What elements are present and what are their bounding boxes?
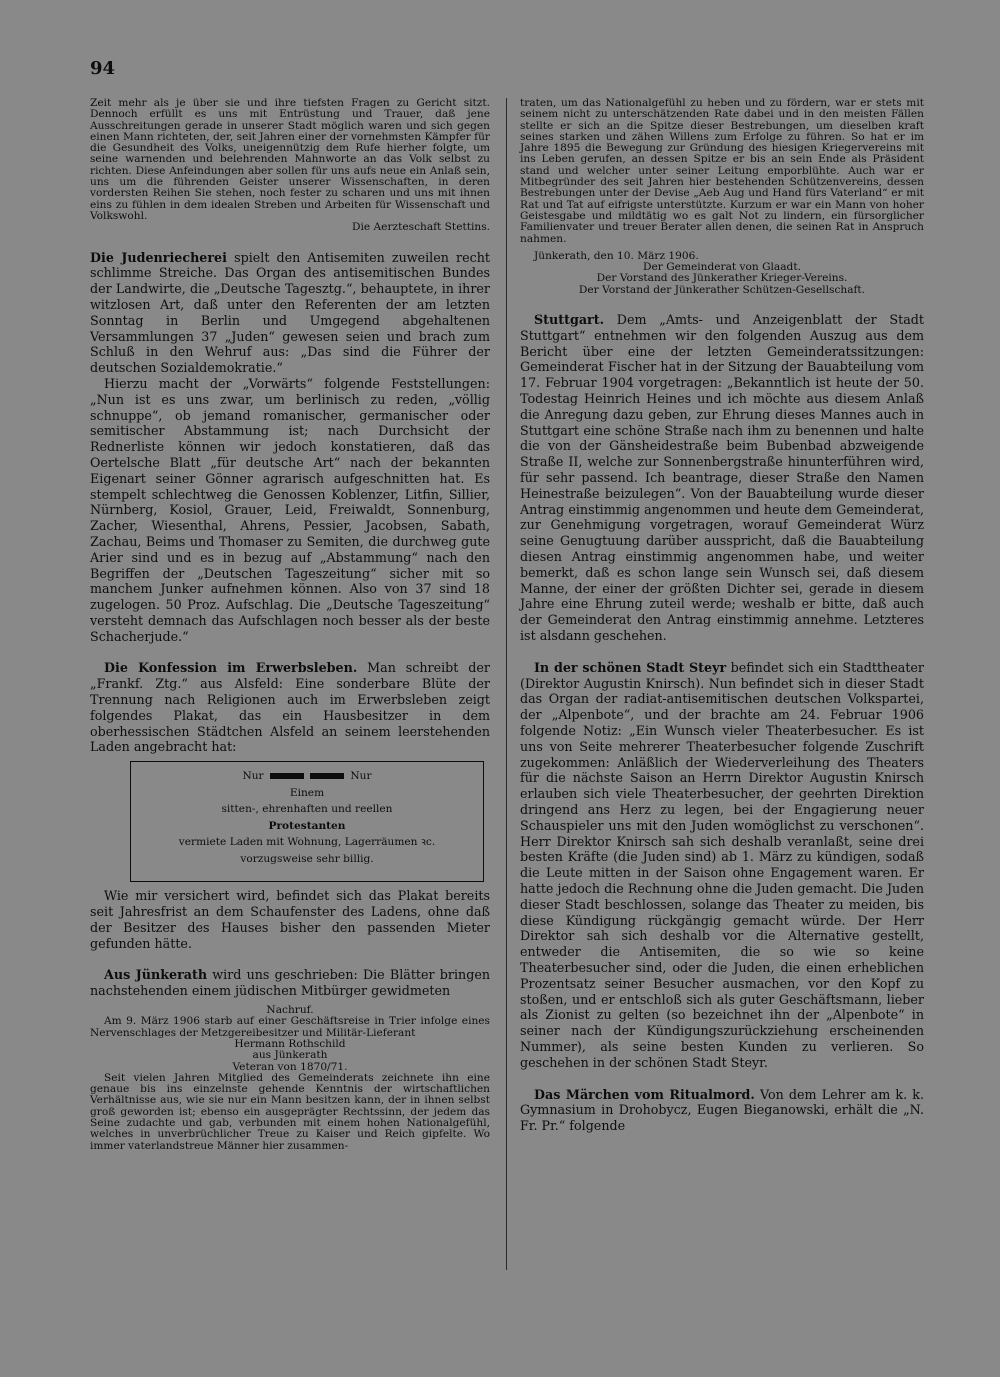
page-number: 94	[90, 58, 116, 79]
article-stuttgart	[520, 312, 924, 644]
obituary-name: Hermann Rothschild	[234, 1037, 346, 1050]
article-konfession-continued: Wie mir versichert wird, befindet sich das Plakat bereits seit Jahresfrist an dem Schaufenster des Ladens, ohne daß der Besitzer des Hauses bisher den passenden Mieter gefunden hätte.	[90, 888, 490, 951]
article-text: Man schreibt der „Frankf. Ztg.“ aus Alsfeld: Eine sonderbare Blüte der Trennung nach Religionen auch im Erwerbsleben zeigt folgendes Plakat, das ein Hausbesitzer in dem oberhessischen Städtchen Alsfeld an seinem leerstehenden Laden angebracht hat:	[90, 660, 490, 755]
article-judenriecherei-continued: Hierzu macht der „Vorwärts“ folgende Feststellungen: „Nun ist es uns zwar, um berlinisch zu reden, „völlig schnuppe“, ob jemand romanischer, germanischer oder semitischer Abstammung ist; nach Durchsicht der Rednerliste können wir jedoch konstatieren, daß das Oertelsche Blatt „für deutsche Art“ nach der bekannten Eigenart seiner Gönner agrarisch aufgeschnitten hat. Es stempelt schlechtweg die Genossen Koblenzer, Litfin, Sillier, Nürnberg, Kosiol, Grauer, Leid, Freiwaldt, Sonnenburg, Zacher, Wiesenthal, Ahrens, Pessier, Jacobsen, Sabath, Zachau, Beims und Thomaser zu Semiten, die durchweg gute Arier sind und es in bezug auf „Abstammung“ nach den Begriffen der „Deutschen Tageszeitung“ sicher mit so manchem Junker aufnehmen können. Also von 37 sind 18 zugelogen. 50 Proz. Aufschlag. Die „Deutsche Tageszeitung“ versteht demnach das Aufschlagen noch besser als der beste Schacherjude.“	[90, 375, 490, 644]
redacted-block	[270, 773, 304, 779]
obituary-date: Jünkerath, den 10. März 1906.	[534, 249, 699, 262]
article-judenriecherei	[90, 250, 490, 376]
column-divider	[506, 98, 507, 1270]
article-text: spielt den Antisemiten zuweilen recht schlimme Streiche. Das Organ des antisemitischen Bundes der Landwirte, die „Deutsche Tagesztg.“, behauptete, in ihrer witzlosen Art, daß unter den Referenten der am letzten Sonntag in Berlin und Umgegend abgehaltenen Versammlungen 37 „Juden“ gewesen seien und brach zum Schluß in den Wehruf aus: „Das sind die Führer der deutschen Sozialdemokratie.“	[90, 249, 490, 376]
left-column	[90, 98, 490, 1152]
redacted-block	[310, 773, 344, 779]
obituary-sender-2: Der Vorstand des Jünkerather Krieger-Vereins.	[596, 272, 848, 285]
placard-line-5: vermiete Laden mit Wohnung, Lagerräumen ꝛc.	[178, 836, 436, 849]
article-heading: Aus Jünkerath	[104, 967, 208, 983]
obituary-text-3: traten, um das Nationalgefühl zu heben und zu fördern, war er stets mit seinem nicht zu unterschätzenden Rate dabei und in den meisten Fällen stellte er sich an die Spitze dieser Bestrebungen, um dieselben kraft seines starken und zähen Willens zum Erfolge zu führen. So hat er im Jahre 1895 die Bewegung zur Gründung des hiesigen Kriegervereins mit ins Leben gerufen, an dessen Spitze er bis an sein Ende als Präsident stand und welcher unter seiner Leitung emporblühte. Auch war er Mitbegründer des seit Jahren hier bestehenden Schützenvereins, dessen Bestrebungen unter der Devise „Aeb Aug und Hand fürs Vaterland“ er mit Rat und Tat auf eifrigste unterstützte. Kurzum er war ein Mann von hoher Geistesgabe und mildtätig wo es galt Not zu lindern, ein fürsorglicher Familienvater und treuer Berater allen denen, die seinen Rat in Anspruch nahmen.	[520, 97, 924, 245]
article-stettin-signature: Die Aerzteschaft Stettins.	[352, 221, 490, 234]
right-column	[520, 98, 924, 1134]
article-ritualmord	[520, 1087, 924, 1134]
article-heading: Das Märchen vom Ritualmord.	[534, 1086, 755, 1102]
article-steyr	[520, 660, 924, 1071]
article-heading: Stuttgart.	[534, 312, 605, 328]
placard-line-3: sitten-, ehrenhaften und reellen	[221, 803, 393, 816]
obituary-sender-3: Der Vorstand der Jünkerather Schützen-Gesellschaft.	[578, 283, 866, 296]
article-juenkerath	[90, 967, 490, 999]
obituary-title: Nachruf.	[266, 1004, 314, 1017]
article-heading: Die Judenriecherei	[90, 249, 227, 265]
article-text: wird uns geschrieben: Die Blätter bringen nachstehenden einem jüdischen Mitbürger gewidmeten	[90, 967, 490, 999]
placard-line-1: Nur Nur	[242, 770, 372, 783]
article-text: Dem „Amts- und Anzeigenblatt der Stadt Stuttgart“ entnehmen wir den folgenden Auszug aus dem Bericht über eine der letzten Gemeinderatssitzungen: Gemeinderat Fischer hat in der Sitzung der Bauabteilung vom 17. Februar 1904 vorgetragen: „Bekanntlich ist heute der 50. Todestag Heinrich Heines und ich möchte aus diesem Anlaß die Anregung dazu geben, zur Ehrung dieses Mannes auch in Stuttgart eine schöne Straße nach ihm zu benennen und halte die von der Gänsheidestraße beim Bubenbad abzweigende Straße II, welche zur Sonnenbergstraße hinunterführen wird, für sehr passend. Ich beantrage, dieser Straße den Namen Heinestraße beizulegen“. Von der Bauabteilung wurde dieser Antrag einstimmig angenommen und heute dem Gemeinderat, zur Genehmigung vorgetragen, worauf Gemeinderat Würz seine Genugtuung darüber ausspricht, daß die Bauabteilung diesen Antrag einstimmig angenommen habe, und weiter bemerkt, daß es schon lange sein Wunsch sei, daß diesem Manne, der einer der größten Dichter sei, gerade in diesem Jahre eine Ehrung zuteil werde; weshalb er bitte, daß auch der Gemeinderat den Antrag einstimmig annehme. Letzteres ist alsdann geschehen.	[520, 312, 924, 643]
quoted-placard	[130, 761, 484, 882]
placard-line-2: Einem	[289, 786, 325, 799]
obituary-text-2: Seit vielen Jahren Mitglied des Gemeinderats zeichnete ihn eine genaue bis ins einzelnste gehende Kenntnis der wirtschaftlichen Verhältnisse aus, wie sie nur ein Mann besitzen kann, der in ihnen selbst groß geworden ist; ebenso ein ausgeprägter Rechtssinn, der jedem das Seine zudachte und gab, verbunden mit einem hohen Nationalgefühl, welches in unverbrüchlicher Treue zu Kaiser und Reich gipfelte. Wo immer vaterlandstreue Männer hier zusammen-	[90, 1071, 490, 1152]
placard-line-6: vorzugsweise sehr billig.	[240, 852, 374, 865]
article-konfession	[90, 660, 490, 755]
article-stettin-text: Zeit mehr als je über sie und ihre tiefsten Fragen zu Gericht sitzt. Dennoch erfüllt es uns mit Entrüstung und Trauer, daß jene Ausschreitungen gerade in unserer Stadt möglich waren und sich gegen einen Mann richteten, der, seit Jahren einer der vornehmsten Kämpfer für die Gesundheit des Volks, uneigennützig dem Rufe hierher folgte, um seine warnenden und belehrenden Mahnworte an das Volk selbst zu richten. Diese Anfeindungen aber sollen für uns aufs neue ein Anlaß sein, uns um die führenden Geister unserer Wissenschaften, in deren vordersten Reihen Sie stehen, noch fester zu scharen und uns mit ihnen eins zu fühlen in dem idealen Streben und Arbeiten für Wissenschaft und Volkswohl.	[90, 97, 490, 222]
article-text: befindet sich ein Stadttheater (Direktor Augustin Knirsch). Nun befindet sich in dieser Stadt das Organ der radiat-antisemitischen deutschen Volkspartei, der „Alpenbote“, und der brachte am 24. Februar 1906 folgende Notiz: „Ein Wunsch vieler Theaterbesucher. Es ist uns von Seite mehrerer Theaterbesucher folgende Zuschrift zugekommen: Anläßlich der Wiederverleihung des Theaters für die nächste Saison an Herrn Direktor Augustin Knirsch erlauben sich viele Theaterbesucher, der geehrten Direktion dringend ans Herz zu legen, bei der Engagierung neuer Schauspieler uns mit den Juden womöglichst zu verschonen“. Herr Direktor Knirsch sah sich deshalb veranlaßt, seine drei besten Kräfte (die Juden sind) ab 1. März zu kündigen, sodaß die Leute mitten in der Saison ohne Engagement waren. Er hatte jedoch die Rechnung ohne die Juden gemacht. Die Juden dieser Stadt beschlossen, solange das Theater zu meiden, bis diese Kündigung rückgängig gemacht würde. Der Herr Direktor sah sich deshalb vor die Alternative gestellt, entweder die Antisemiten, die so wie so keine Theaterbesucher sind, oder die Juden, die einen erheblichen Prozentsatz seiner Besucher ausmachen, vor den Kopf zu stoßen, und er entschloß sich als guter Geschäftsmann, lieber als Zionist zu gelten (so bezeichnet ihn der „Alpenbote“ in seiner nach der Kündigungszurückziehung erscheinenden Nummer), als seine besten Kunden zu verlieren. So geschehen in der schönen Stadt Steyr.	[520, 659, 924, 1070]
obituary-veteran: Veteran von 1870/71.	[232, 1060, 348, 1073]
obituary-text-1: Am 9. März 1906 starb auf einer Geschäftsreise in Trier infolge eines Nervenschlages der Metzgereibesitzer und Militär-Lieferant	[90, 1015, 490, 1039]
obituary-sender-1: Der Gemeinderat von Glaadt.	[643, 261, 801, 274]
article-text: Von dem Lehrer am k. k. Gymnasium in Drohobycz, Eugen Bieganowski, erhält die „N. Fr. Pr.“ folgende	[520, 1086, 924, 1134]
obituary-place: aus Jünkerath	[252, 1049, 328, 1062]
article-heading: Die Konfession im Erwerbsleben.	[104, 660, 358, 676]
placard-line-4: Protestanten	[268, 819, 346, 832]
article-heading: In der schönen Stadt Steyr	[534, 659, 727, 675]
